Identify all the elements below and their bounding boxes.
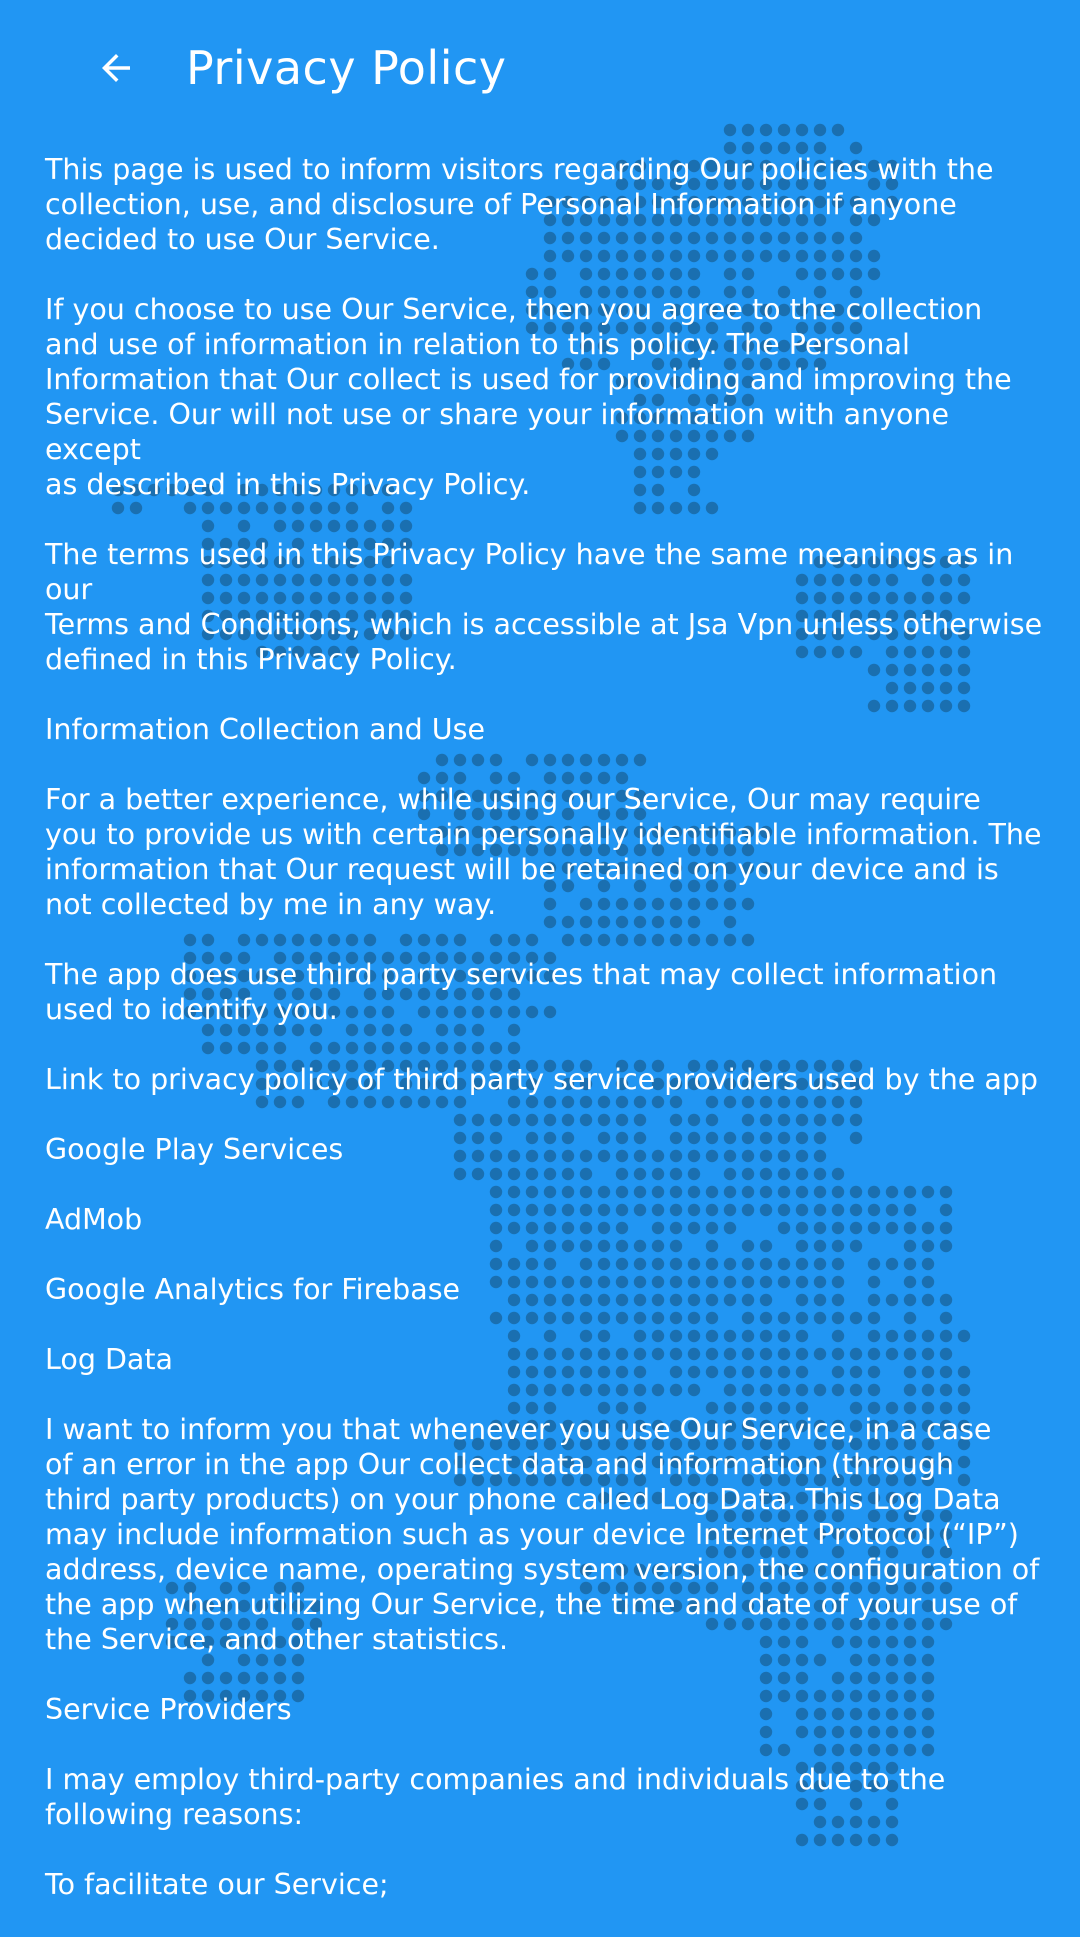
- provider-google-play-services: Google Play Services: [45, 1133, 344, 1166]
- policy-terms-paragraph: The terms used in this Privacy Policy have the same meanings as in our Terms and Conditions, which is accessible at Jsa Vpn unless otherwise defined in this Privacy Policy.: [45, 538, 1043, 676]
- policy-third-party-paragraph: The app does use third party services that may collect information used to identify you.: [45, 958, 998, 1026]
- policy-collection-paragraph: For a better experience, while using our Service, Our may require you to provide us with certain personally identifiable information. The information that Our request will be retained on your device and is not collected by me in any way.: [45, 783, 1042, 921]
- back-button[interactable]: [84, 36, 148, 100]
- policy-facilitate-service-item: To facilitate our Service;: [45, 1868, 389, 1901]
- section-heading-log-data: Log Data: [45, 1343, 174, 1376]
- policy-consent-paragraph: If you choose to use Our Service, then you agree to the collection and use of information in relation to this policy. The Personal Information that Our collect is used for providing and improving the Service. Our will not use or share your information with anyone except as described in this Privacy Policy.: [45, 293, 1012, 501]
- provider-admob: AdMob: [45, 1203, 143, 1236]
- section-heading-information-collection: Information Collection and Use: [45, 713, 485, 746]
- policy-content: [45, 152, 1045, 1937]
- policy-intro-paragraph: This page is used to inform visitors regarding Our policies with the collection, use, and disclosure of Personal Information if anyone decided to use Our Service.: [45, 153, 994, 256]
- page-title: Privacy Policy: [186, 41, 507, 95]
- policy-third-party-links-intro: Link to privacy policy of third party service providers used by the app: [45, 1063, 1039, 1096]
- app-bar: [0, 0, 1080, 136]
- provider-google-analytics-firebase: Google Analytics for Firebase: [45, 1273, 461, 1306]
- arrow-back-icon: [95, 47, 137, 89]
- policy-service-providers-paragraph: I may employ third-party companies and individuals due to the following reasons:: [45, 1763, 946, 1831]
- section-heading-service-providers: Service Providers: [45, 1693, 292, 1726]
- policy-log-data-paragraph: I want to inform you that whenever you use Our Service, in a case of an error in the app Our collect data and information (through third party products) on your phone called Log Data. This Log Data may include information such as your device Internet Protocol (“IP”) address, device name, operating system version, the configuration of the app when utilizing Our Service, the time and date of your use of the Service, and other statistics.: [45, 1413, 1040, 1656]
